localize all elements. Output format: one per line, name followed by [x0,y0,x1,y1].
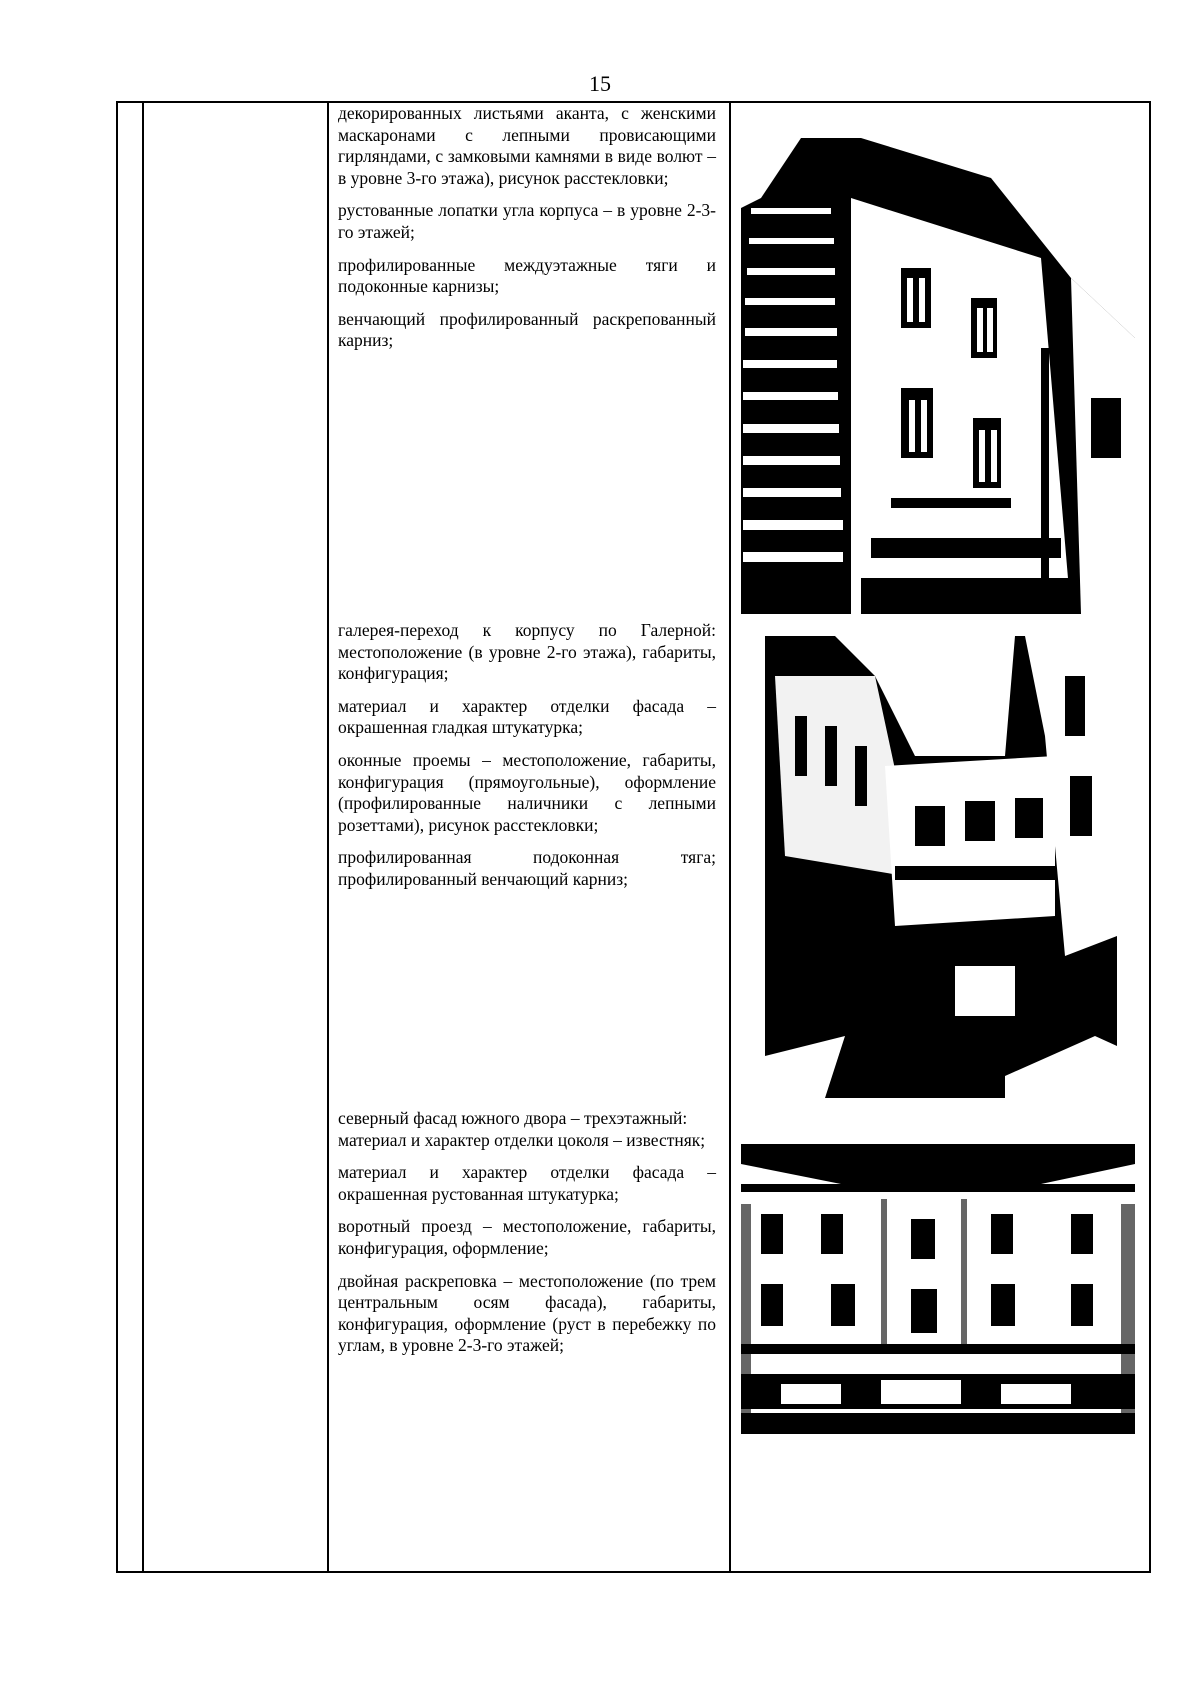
paragraph: профилированные междуэтажные тяги и подоконные карнизы; [338,254,716,297]
table-right-border [1149,101,1151,1573]
section-3-text [338,1108,716,1368]
paragraph: галерея-переход к корпусу по Галерной: местоположение (в уровне 2-го этажа), габариты, конфигурация; [338,620,716,684]
paragraph: материал и характер отделки фасада – окрашенная гладкая штукатурка; [338,695,716,738]
paragraph: материал и характер отделки цоколя – известняк; [338,1129,706,1150]
paragraph: двойная раскреповка – местоположение (по трем центральным осям фасада), габариты, конфигурация, оформление (руст в перебежку по углам, в уровне 2-3-го этажей; [338,1270,716,1356]
photo-south-courtyard-facade [741,1144,1135,1434]
photo-building-corner [741,138,1135,614]
column-divider-3 [729,101,731,1573]
paragraph: материал и характер отделки фасада – окрашенная рустованная штукатурка; [338,1162,716,1204]
paragraph: оконные проемы – местоположение, габариты, конфигурация (прямоугольные), оформление (профилированные наличники с лепными розеттами), рисунок расстекловки; [338,749,716,835]
page-number: 15 [589,71,611,96]
paragraph: венчающий профилированный раскрепованный карниз; [338,308,716,351]
paragraph: профилированная подоконная тяга; профилированный венчающий карниз; [338,847,716,889]
column-divider-2 [327,101,329,1573]
column-divider-1 [142,101,144,1573]
table-left-border [116,101,118,1573]
paragraph: северный фасад южного двора – трехэтажный: [338,1108,688,1128]
photo-gallery-passage [765,636,1117,1098]
table-bottom-border [116,1571,1151,1573]
section-1-text [338,103,716,363]
paragraph: рустованные лопатки угла корпуса – в уровне 2-3-го этажей; [338,200,716,242]
paragraph: декорированных листьями аканта, с женскими маскаронами с лепными провисающими гирляндами, с замковыми камнями в виде волют – в уровне 3-го этажа), рисунок расстекловки; [338,103,716,188]
paragraph: воротный проезд – местоположение, габариты, конфигурация, оформление; [338,1216,716,1258]
section-2-text [338,620,716,902]
